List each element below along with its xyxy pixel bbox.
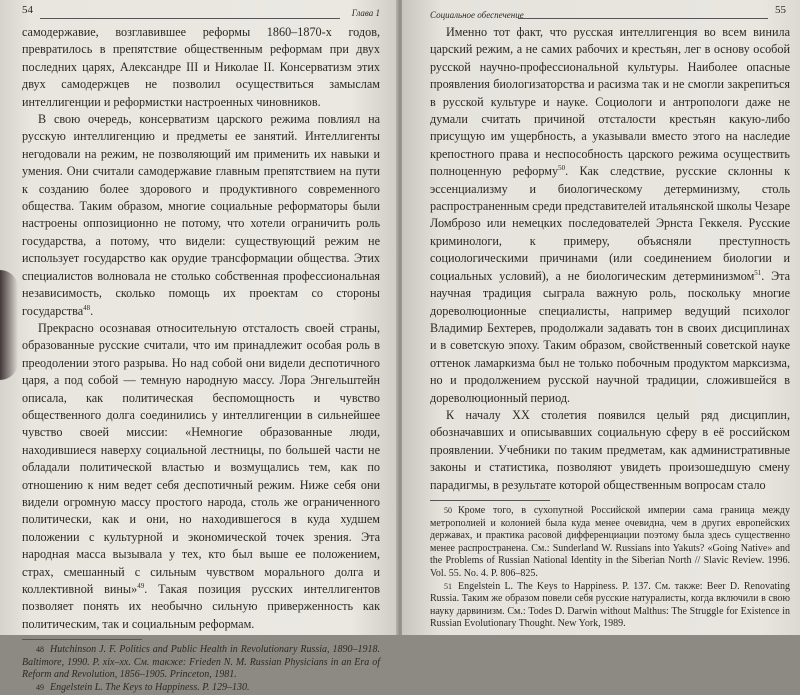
paragraph: самодержавие, возглавившее реформы 1860–1870-х годов, превратилось в препятствие общественным реформам при двух последних царях, Александре III и Николае II. Консерватизм этих двух самодержцев не позволил осуществиться замыслам интеллигенции и реформистки настроенных чиновников. <box>22 25 380 109</box>
left-page-body <box>22 24 380 633</box>
header-rule <box>518 18 768 19</box>
right-page-header <box>430 6 790 24</box>
footnote-rule <box>430 500 550 501</box>
right-page <box>402 0 800 635</box>
running-head: Глава 1 <box>351 8 380 18</box>
footnote: 48 Hutchinson J. F. Politics and Public Health in Revolutionary Russia, 1890–1918. Baltimore, 1990. P. xix–xx. См. также: Frieden N. M. Russian Physicians in an Era of Reform and Revolution, 1856–1905. Princeton, 1981. <box>22 644 380 681</box>
footnote-ref: 49 <box>137 581 145 590</box>
footnote: 49 Engelstein L. The Keys to Happiness. P. 129–130. <box>36 682 250 693</box>
left-page-header <box>22 6 380 24</box>
footnote: 50 Кроме того, в сухопутной Российской империи сама граница между метрополией и колонией была куда менее очевидна, чем в других европейских державах, и практика расовой дифференциации поэтому была здесь существенно менее распространена. См.: Sunderland W. Russians into Yakuts? «Going Native» and the Problems of Russian National Identity in the Siberian North // Slavic Review. 1996. Vol. 55. No. 4. P. 806–825. <box>430 504 790 579</box>
paragraph: В свою очередь, консерватизм царского режима повлиял на русскую интеллигенцию и предметы ее занятий. Интеллигенты негодовали на режим, не позволяющий им применить их навыки и умения. Они считали самодержавие главным препятствием на пути к созданию более здорового и продуктивного современного общества. Таким образом, многие социальные реформаторы были настроены оппозиционно не потому, что хотели ограничить роль государства, а потому, что видели: существующий режим не использует государство как орудие трансформации общества. Этих специалистов волновала не столько собственная профессиональная независимость, сколько помощь их проектам со стороны государства$^{48}$. <box>22 112 380 318</box>
footnote: 51 Engelstein L. The Keys to Happiness. P. 137. См. также: Beer D. Renovating Russia. Таким же образом повели себя русские натуралисты, когда включили в свою науку дарвинизм. См.: Todes D. Darwin without Malthus: The Struggle for Existence in Russian Evolutionary Thought. New York, 1989. <box>430 580 790 630</box>
left-page <box>0 0 398 693</box>
page-number: 55 <box>775 4 786 16</box>
footnote-ref: 48 <box>83 303 91 312</box>
page-number: 54 <box>22 4 33 16</box>
footnotes <box>22 644 380 694</box>
paragraph: Прекрасно осознавая относительную отсталость своей страны, образованные русские считали, что им принадлежит особая роль в преодолении этого разрыва. Но над собой они видели деспотичного царя, а под собой — темную народную массу. Лора Энгельштейн описала, как политическая беспомощность и чувство общественного долга соединились у интеллигенции в сильнейшее чувство своей миссии: «Немногие образованные люди, находившиеся наверху социальной лестницы, по большей части не обладали политической властью и возмущались тем, как по отношению к ним ведет себя деспотичный режим. Ниже себя они видели огромную массу простого народа, столь же ограниченного политически, как и они, но находившегося в куда худшем положении с культурной и экономической точек зрения. Эта народная масса вызывала у тех, кто был выше ее положением, страх, смешанный с сильным чувством морального долга и коллективной вины»$^{49}$. Такая позиция русских интеллигентов позволяет понять их необычно сильную приверженность как политическим, так и социальным реформам. <box>22 320 381 631</box>
running-head: Социальное обеспечение <box>430 10 524 20</box>
paragraph: К началу XX столетия появился целый ряд дисциплин, обозначавших и описывавших социальную сферу в её российском проявлении. Учебники по таким предметам, как административные законы и статистика, позволяют увидеть произошедшую смену парадигмы, в результате которой общественным вопросам стало <box>430 407 790 492</box>
right-page-body <box>430 24 790 494</box>
footnote-ref: 50 <box>558 164 566 173</box>
footnote-ref: 51 <box>754 268 762 277</box>
paragraph: Именно тот факт, что русская интеллигенция во всем винила царский режим, а не самих рабочих и крестьян, лег в основу особой русской научно-профессиональной культуры. Наиболее опасные проявления биологизаторства и расизма так и не смогли закрепиться в русской культуре и науке. Социологи и антропологи даже не думали считать причиной отсталости крестьян какую-либо присущую им ущербность, а указывали вместо этого на наследие крепостного права и неспособность царского режима осуществить полноценную реформу$^{50}$. Как следствие, русские склонны к эссенциализму и биологическому детерминизму, столь распространенным среди представителей итальянской школы Чезаре Ломброзо или немецких последователей Эрнста Геккеля. Русские криминологи, к примеру, объясняли преступность социологическими причинами (или соединением биологии и социальных условий), а не биологическим детерминизмом$^{51}$. Эта научная традиция сыграла важную роль, поскольку многие дореволюционные специалисты, например ведущий психолог Владимир Бехтерев, продолжали задавать тон в своих дисциплинах и в советскую эпоху. Таким образом, свойственный советской науке оттенок ламаркизма был не только побочным продуктом марксизма, но и продолжением русской научной традиции, сложившейся в дореволюционный период. <box>430 25 791 405</box>
header-rule <box>40 18 340 19</box>
finger-shadow <box>0 270 18 380</box>
footnote-rule <box>22 639 142 640</box>
footnotes <box>430 505 790 631</box>
